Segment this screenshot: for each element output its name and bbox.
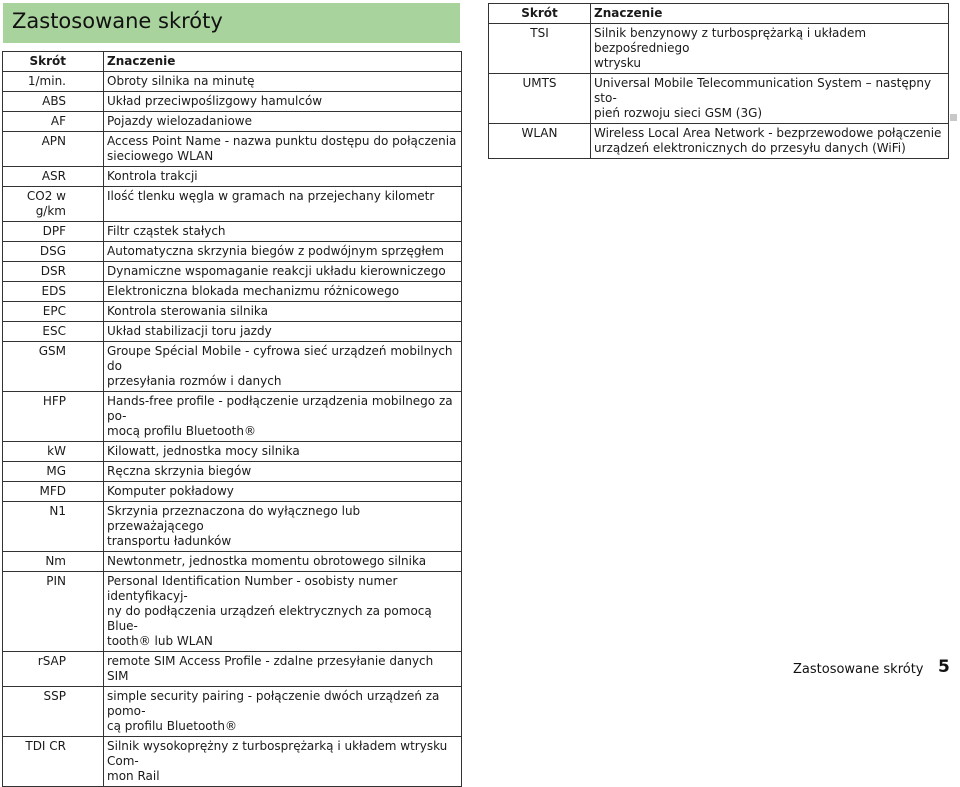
table-row bbox=[3, 187, 462, 222]
meaning-cell: remote SIM Access Profile - zdalne przesyłanie danych SIM bbox=[104, 652, 462, 687]
meaning-cell: Ręczna skrzynia biegów bbox=[104, 462, 462, 482]
abbreviation-cell: DSR bbox=[3, 262, 104, 282]
meaning-cell: Filtr cząstek stałych bbox=[104, 222, 462, 242]
table-row bbox=[3, 72, 462, 92]
meaning-cell: Układ przeciwpoślizgowy hamulców bbox=[104, 92, 462, 112]
meaning-cell: Access Point Name - nazwa punktu dostępu do połączenia sieciowego WLAN bbox=[104, 132, 462, 167]
column-header-short: Skrót bbox=[489, 4, 591, 24]
table-row bbox=[489, 74, 949, 124]
abbreviation-cell: PIN bbox=[3, 572, 104, 652]
abbreviation-cell: HFP bbox=[3, 392, 104, 442]
table-row bbox=[489, 124, 949, 159]
table-header-row bbox=[489, 4, 949, 24]
table-row bbox=[3, 222, 462, 242]
table-header-row bbox=[3, 52, 462, 72]
abbreviations-table-left bbox=[2, 51, 462, 787]
abbreviation-cell: N1 bbox=[3, 502, 104, 552]
table-row bbox=[3, 322, 462, 342]
table-row bbox=[3, 652, 462, 687]
table-row bbox=[3, 502, 462, 552]
table-row bbox=[3, 242, 462, 262]
abbreviation-cell: DPF bbox=[3, 222, 104, 242]
table-row bbox=[3, 442, 462, 462]
meaning-cell: simple security pairing - połączenie dwóch urządzeń za pomo- cą profilu Bluetooth® bbox=[104, 687, 462, 737]
column-header-meaning: Znaczenie bbox=[591, 4, 949, 24]
meaning-cell: Elektroniczna blokada mechanizmu różnicowego bbox=[104, 282, 462, 302]
table-row bbox=[3, 132, 462, 167]
table-row bbox=[3, 282, 462, 302]
table-row bbox=[3, 342, 462, 392]
abbreviation-cell: GSM bbox=[3, 342, 104, 392]
table-row bbox=[3, 112, 462, 132]
table-row bbox=[3, 92, 462, 112]
meaning-cell: Newtonmetr, jednostka momentu obrotowego silnika bbox=[104, 552, 462, 572]
table-row bbox=[3, 392, 462, 442]
meaning-cell: Ilość tlenku węgla w gramach na przejechany kilometr bbox=[104, 187, 462, 222]
meaning-cell: Skrzynia przeznaczona do wyłącznego lub przeważającego transportu ładunków bbox=[104, 502, 462, 552]
table-row bbox=[489, 24, 949, 74]
table-row bbox=[3, 572, 462, 652]
abbreviation-cell: CO2 w g/km bbox=[3, 187, 104, 222]
abbreviation-cell: MG bbox=[3, 462, 104, 482]
meaning-cell: Kontrola trakcji bbox=[104, 167, 462, 187]
abbreviation-cell: SSP bbox=[3, 687, 104, 737]
table-row bbox=[3, 167, 462, 187]
meaning-cell: Personal Identification Number - osobisty numer identyfikacyj- ny do podłączenia urządzeń elektrycznych za pomocą Blue- tooth® lub WLAN bbox=[104, 572, 462, 652]
meaning-cell: Silnik benzynowy z turbosprężarką i układem bezpośredniego wtrysku bbox=[591, 24, 949, 74]
table-row bbox=[3, 552, 462, 572]
abbreviation-cell: ASR bbox=[3, 167, 104, 187]
meaning-cell: Automatyczna skrzynia biegów z podwójnym sprzęgłem bbox=[104, 242, 462, 262]
abbreviation-cell: ABS bbox=[3, 92, 104, 112]
page-number: 5 bbox=[938, 657, 950, 677]
abbreviation-cell: EPC bbox=[3, 302, 104, 322]
meaning-cell: Dynamiczne wspomaganie reakcji układu kierowniczego bbox=[104, 262, 462, 282]
section-end-marker bbox=[950, 114, 957, 121]
abbreviation-cell: TDI CR bbox=[3, 737, 104, 787]
meaning-cell: Universal Mobile Telecommunication System – następny sto- pień rozwoju sieci GSM (3G) bbox=[591, 74, 949, 124]
column-header-meaning: Znaczenie bbox=[104, 52, 462, 72]
abbreviation-cell: TSI bbox=[489, 24, 591, 74]
table-row bbox=[3, 482, 462, 502]
meaning-cell: Komputer pokładowy bbox=[104, 482, 462, 502]
meaning-cell: Obroty silnika na minutę bbox=[104, 72, 462, 92]
table-row bbox=[3, 687, 462, 737]
table-row bbox=[3, 262, 462, 282]
meaning-cell: Silnik wysokoprężny z turbosprężarką i układem wtrysku Com- mon Rail bbox=[104, 737, 462, 787]
meaning-cell: Kilowatt, jednostka mocy silnika bbox=[104, 442, 462, 462]
column-header-short: Skrót bbox=[3, 52, 104, 72]
abbreviation-cell: MFD bbox=[3, 482, 104, 502]
table-row bbox=[3, 462, 462, 482]
abbreviation-cell: WLAN bbox=[489, 124, 591, 159]
meaning-cell: Pojazdy wielozadaniowe bbox=[104, 112, 462, 132]
abbreviation-cell: AF bbox=[3, 112, 104, 132]
meaning-cell: Układ stabilizacji toru jazdy bbox=[104, 322, 462, 342]
meaning-cell: Wireless Local Area Network - bezprzewodowe połączenie urządzeń elektronicznych do przesyłu danych (WiFi) bbox=[591, 124, 949, 159]
abbreviation-cell: 1/min. bbox=[3, 72, 104, 92]
abbreviation-cell: DSG bbox=[3, 242, 104, 262]
meaning-cell: Kontrola sterowania silnika bbox=[104, 302, 462, 322]
abbreviation-cell: EDS bbox=[3, 282, 104, 302]
abbreviation-cell: kW bbox=[3, 442, 104, 462]
table-row bbox=[3, 302, 462, 322]
page-title: Zastosowane skróty bbox=[3, 3, 460, 43]
abbreviation-cell: APN bbox=[3, 132, 104, 167]
abbreviation-cell: UMTS bbox=[489, 74, 591, 124]
meaning-cell: Hands-free profile - podłączenie urządzenia mobilnego za po- mocą profilu Bluetooth® bbox=[104, 392, 462, 442]
abbreviations-table-right bbox=[488, 3, 949, 159]
meaning-cell: Groupe Spécial Mobile - cyfrowa sieć urządzeń mobilnych do przesyłania rozmów i danych bbox=[104, 342, 462, 392]
abbreviation-cell: Nm bbox=[3, 552, 104, 572]
footer-section-title: Zastosowane skróty bbox=[793, 662, 924, 677]
abbreviation-cell: rSAP bbox=[3, 652, 104, 687]
table-row bbox=[3, 737, 462, 787]
abbreviation-cell: ESC bbox=[3, 322, 104, 342]
